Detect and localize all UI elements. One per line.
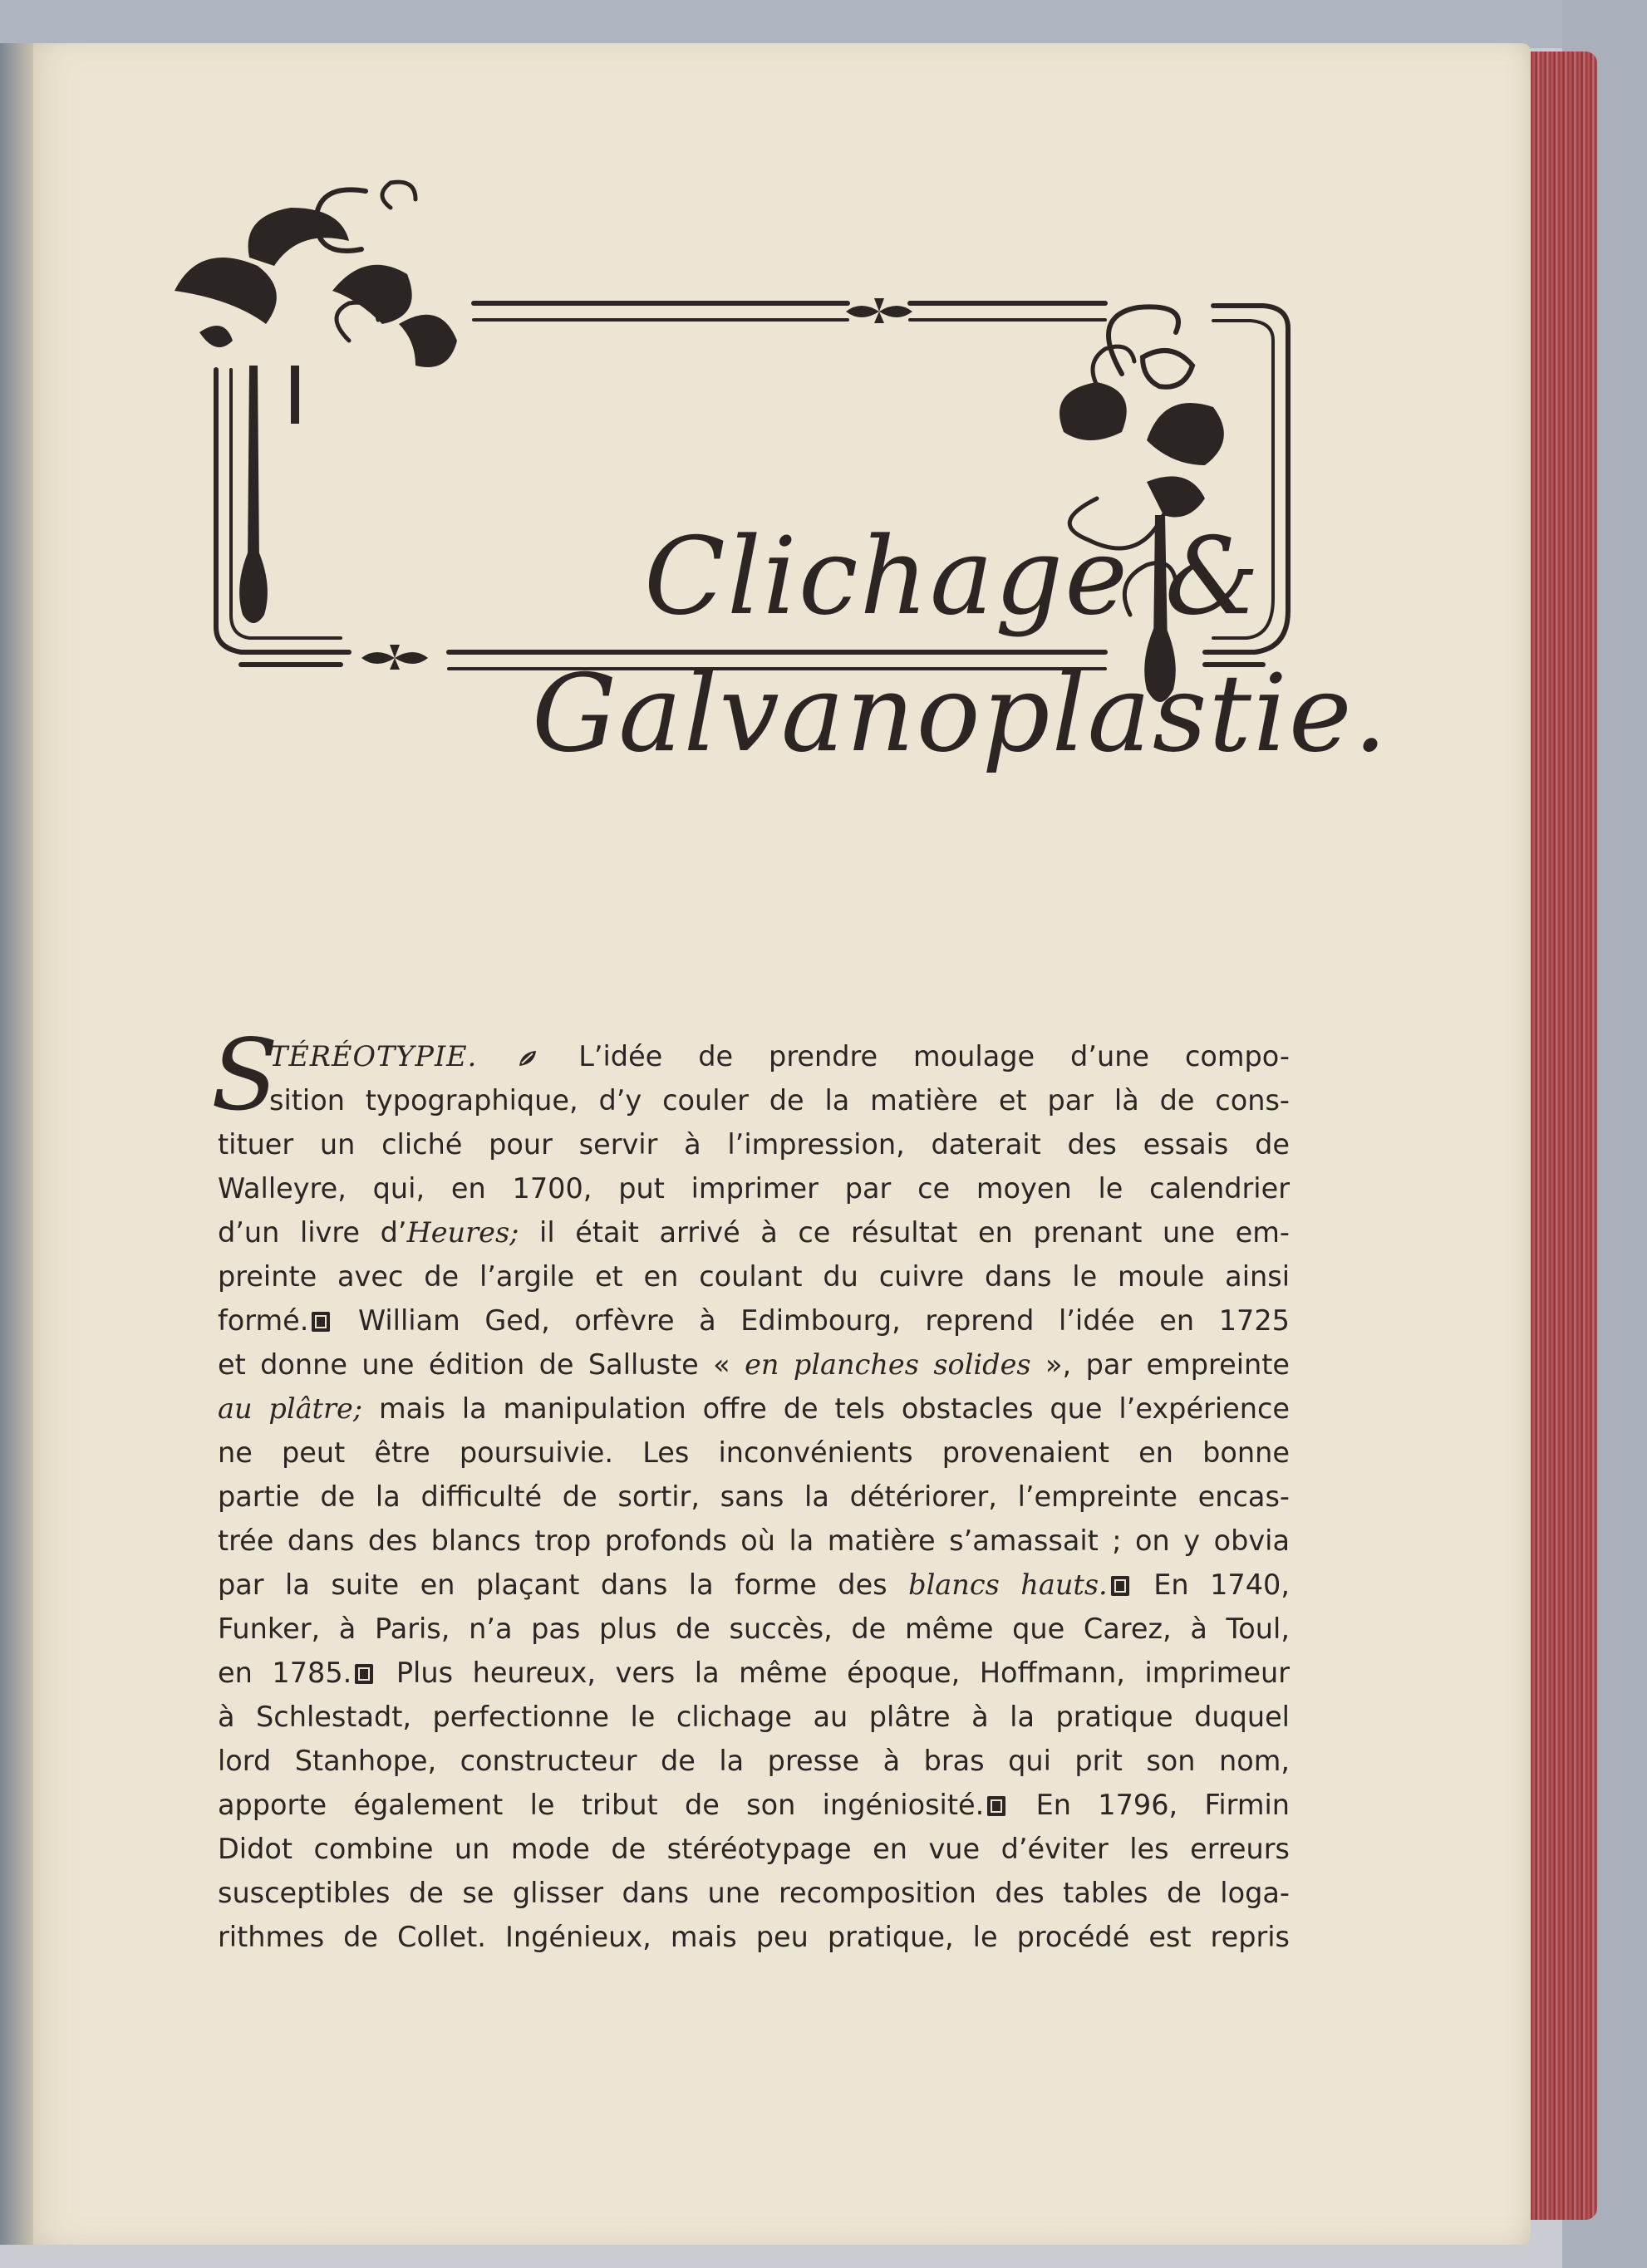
text-line <box>218 1695 1290 1739</box>
drop-cap: S <box>211 1018 278 1132</box>
text-line <box>218 1387 1290 1431</box>
text-run: en 1785. <box>218 1657 352 1689</box>
text-run: lord Stanhope, constructeur de la presse à bras qui prit son nom, <box>218 1745 1290 1777</box>
text-line <box>218 1475 1290 1519</box>
text-run: preinte avec de l’argile et en coulant du cuivre dans le moule ainsi <box>218 1260 1290 1293</box>
heading-line-1: Clichage & <box>644 515 1261 639</box>
text-run: d’un livre d’ <box>218 1216 407 1249</box>
leaf-ornament-icon <box>518 1049 538 1068</box>
text-run: au plâtre; <box>218 1392 363 1425</box>
text-line <box>218 1254 1290 1298</box>
text-line <box>218 1827 1290 1871</box>
text-line <box>218 1034 1290 1078</box>
gutter-shadow <box>0 43 33 2245</box>
text-run: tituer un cliché pour servir à l’impression, daterait des essais de <box>218 1128 1290 1161</box>
text-run: et donne une édition de Salluste « <box>218 1348 745 1381</box>
text-run: Walleyre, qui, en 1700, put imprimer par ce moyen le calendrier <box>218 1172 1290 1205</box>
text-run: mais la manipulation offre de tels obstacles que l’expérience <box>362 1392 1291 1425</box>
text-line <box>218 1739 1290 1783</box>
text-line <box>218 1166 1290 1210</box>
text-line <box>218 1122 1290 1166</box>
fleuron-icon <box>1111 1576 1129 1596</box>
text-run: ne peut être poursuivie. Les inconvénients provenaient en bonne <box>218 1436 1290 1469</box>
article-lines <box>218 1034 1290 1959</box>
text-run: il était arrivé à ce résultat en prenant une em- <box>519 1216 1290 1249</box>
header-ornament <box>166 150 1389 776</box>
text-run: formé. <box>218 1304 309 1337</box>
text-run: », par empreinte <box>1030 1348 1290 1381</box>
text-line <box>218 1783 1290 1827</box>
text-run: En 1796, Firmin <box>1035 1789 1290 1821</box>
text-run: TÉRÉOTYPIE. <box>269 1040 478 1073</box>
text-line <box>218 1298 1290 1343</box>
heading-line-2: Galvanoplastie. <box>532 652 1389 776</box>
fleuron-icon <box>355 1664 373 1684</box>
text-run: En 1740, <box>1153 1568 1290 1601</box>
text-run: trée dans des blancs trop profonds où la matière s’amassait ; on y obvia <box>218 1524 1290 1557</box>
text-run: blancs hauts. <box>908 1568 1108 1601</box>
text-line <box>218 1078 1290 1122</box>
text-line <box>218 1431 1290 1475</box>
text-run: Funker, à Paris, n’a pas plus de succès, de même que Carez, à Toul, <box>218 1613 1290 1645</box>
text-run: à Schlestadt, perfectionne le clichage au plâtre à la pratique duquel <box>218 1701 1290 1733</box>
text-run: apporte également le tribut de son ingéniosité. <box>218 1789 985 1821</box>
text-run: L’idée de prendre moulage d’une compo- <box>578 1040 1291 1073</box>
text-run: par la suite en plaçant dans la forme des <box>218 1568 909 1601</box>
text-run: William Ged, orfèvre à Edimbourg, reprend l’idée en 1725 <box>357 1304 1290 1337</box>
text-line <box>218 1343 1290 1387</box>
book-binding-top <box>0 0 1647 48</box>
text-run: Heures; <box>406 1216 519 1249</box>
text-line <box>218 1607 1290 1651</box>
text-run: partie de la difficulté de sortir, sans la détériorer, l’empreinte encas- <box>218 1480 1290 1513</box>
text-run: en planches solides <box>745 1348 1031 1381</box>
text-line <box>218 1871 1290 1915</box>
text-line <box>218 1210 1290 1254</box>
text-run: Plus heureux, vers la même époque, Hoffmann, imprimeur <box>396 1657 1290 1689</box>
text-line <box>218 1915 1290 1959</box>
fleuron-icon <box>987 1796 1005 1816</box>
text-run: Didot combine un mode de stéréotypage en vue d’éviter les erreurs <box>218 1833 1290 1865</box>
article-body <box>211 1018 1291 1959</box>
text-run: sition typographique, d’y couler de la matière et par là de cons- <box>269 1084 1290 1117</box>
page-edges <box>1522 52 1597 2220</box>
fleuron-icon <box>312 1312 330 1332</box>
text-line <box>218 1651 1290 1695</box>
text-run: rithmes de Collet. Ingénieux, mais peu pratique, le procédé est repris <box>218 1921 1290 1953</box>
text-line <box>218 1563 1290 1607</box>
text-run: susceptibles de se glisser dans une recomposition des tables de loga- <box>218 1877 1290 1909</box>
text-line <box>218 1519 1290 1563</box>
